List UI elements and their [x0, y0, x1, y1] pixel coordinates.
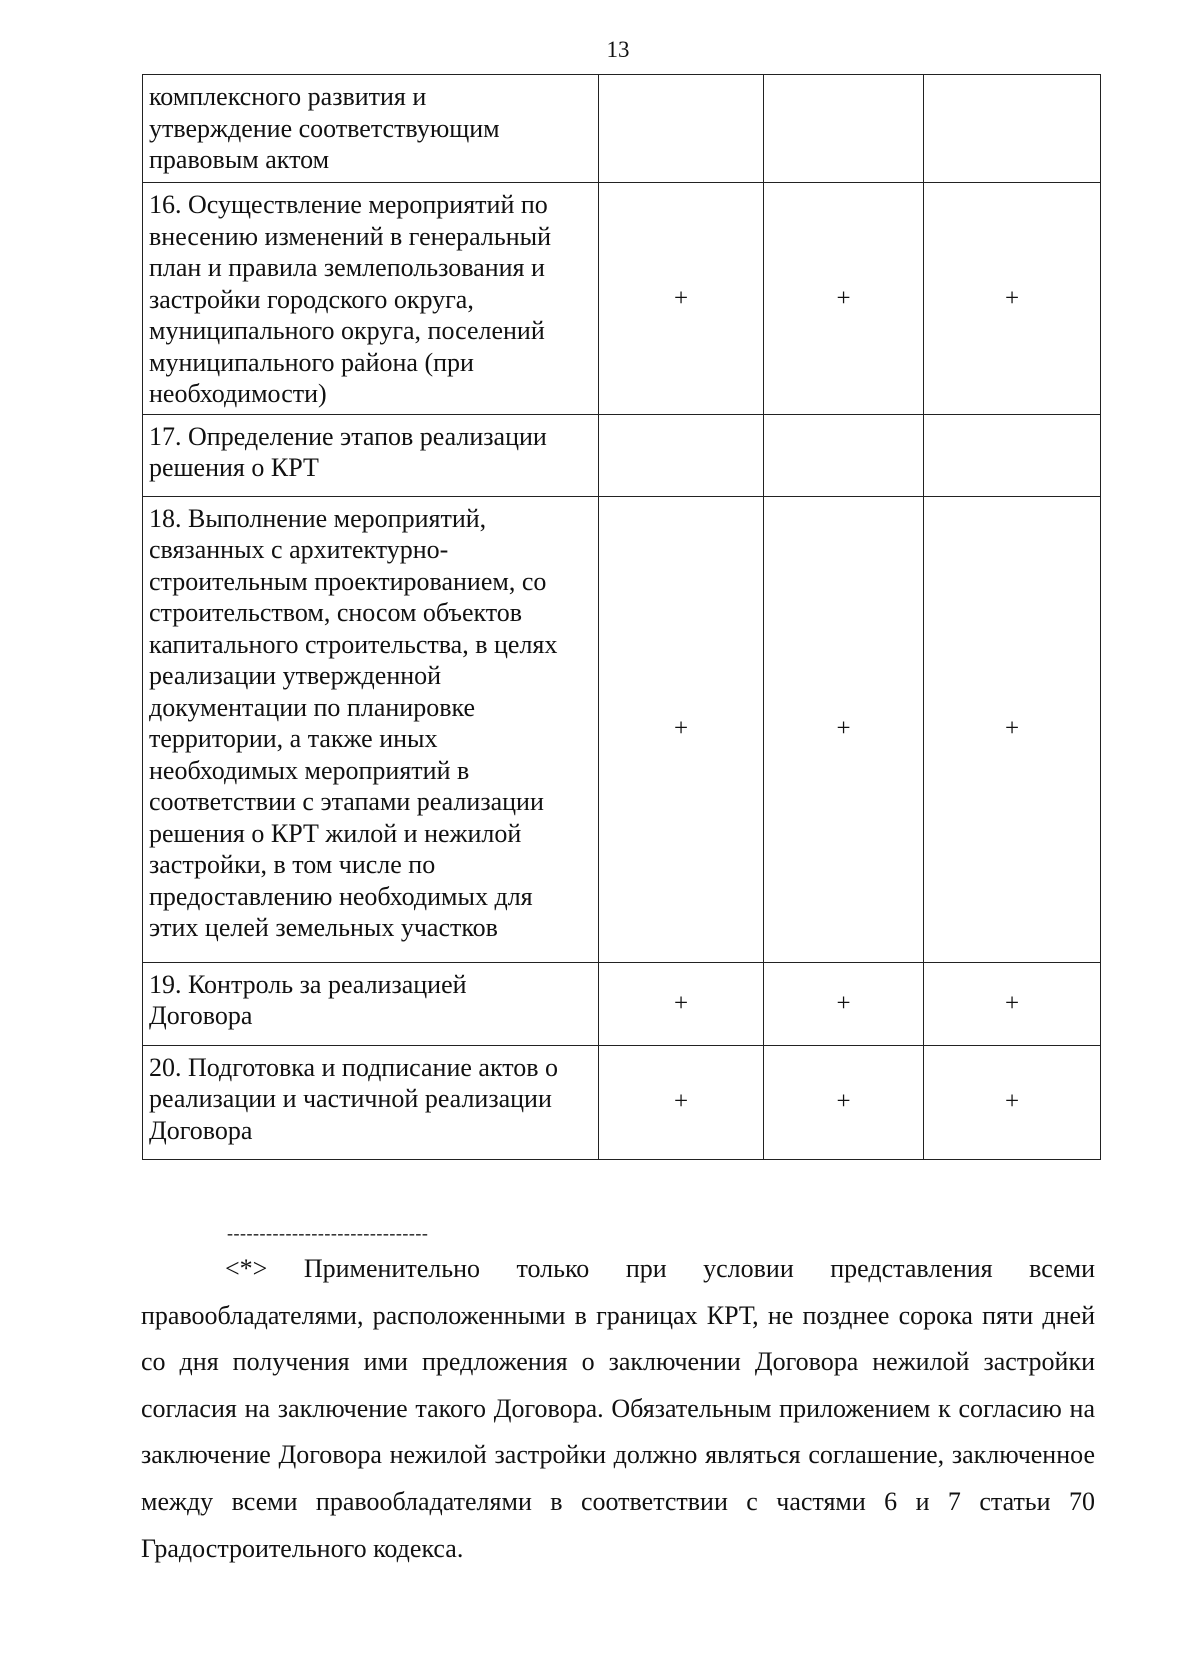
- participation-mark: +: [599, 496, 764, 962]
- participation-mark: +: [924, 962, 1101, 1045]
- participation-mark: [764, 75, 924, 183]
- measure-description: 16. Осуществление мероприятий по внесению изменений в генеральный план и правила землепользования и застройки городского округа, муниципального округа, поселений муниципального района (при необходимости): [143, 183, 599, 415]
- measure-description: 19. Контроль за реализацией Договора: [143, 962, 599, 1045]
- table-row: [143, 962, 1101, 1045]
- participation-mark: +: [599, 183, 764, 415]
- table-row: [143, 414, 1101, 496]
- participation-mark: [599, 414, 764, 496]
- participation-mark: +: [599, 962, 764, 1045]
- table-row: [143, 75, 1101, 183]
- measure-description: комплексного развития и утверждение соответствующим правовым актом: [143, 75, 599, 183]
- participation-mark: +: [924, 496, 1101, 962]
- measures-table: [142, 74, 1101, 1160]
- footnote-text: <*> Применительно только при условии представления всеми правообладателями, расположенными в границах КРТ, не позднее сорока пяти дней со дня получения ими предложения о заключении Договора нежилой застройки согласия на заключение такого Договора. Обязательным приложением к согласию на заключение Договора нежилой застройки должно являться соглашение, заключенное между всеми правообладателями в соответствии с частями 6 и 7 статьи 70 Градостроительного кодекса.: [141, 1254, 1095, 1563]
- measure-description: 17. Определение этапов реализации решения о КРТ: [143, 414, 599, 496]
- measure-description: 18. Выполнение мероприятий, связанных с архитектурно- строительным проектированием, со строительством, сносом объектов капитального строительства, в целях реализации утвержденной документации по планировке территории, а также иных необходимых мероприятий в соответствии с этапами реализации решения о КРТ жилой и нежилой застройки, в том числе по предоставлению необходимых для этих целей земельных участков: [143, 496, 599, 962]
- participation-mark: +: [764, 1045, 924, 1159]
- participation-mark: [924, 75, 1101, 183]
- participation-mark: +: [764, 496, 924, 962]
- table-row: [143, 1045, 1101, 1159]
- participation-mark: +: [924, 1045, 1101, 1159]
- table-row: [143, 183, 1101, 415]
- participation-mark: +: [924, 183, 1101, 415]
- participation-mark: [924, 414, 1101, 496]
- page-number: 13: [606, 37, 630, 62]
- participation-mark: +: [599, 1045, 764, 1159]
- participation-mark: [599, 75, 764, 183]
- footnote-divider: -------------------------------: [227, 1223, 429, 1243]
- participation-mark: +: [764, 962, 924, 1045]
- participation-mark: [764, 414, 924, 496]
- measure-description: 20. Подготовка и подписание актов о реализации и частичной реализации Договора: [143, 1045, 599, 1159]
- table-row: [143, 496, 1101, 962]
- participation-mark: +: [764, 183, 924, 415]
